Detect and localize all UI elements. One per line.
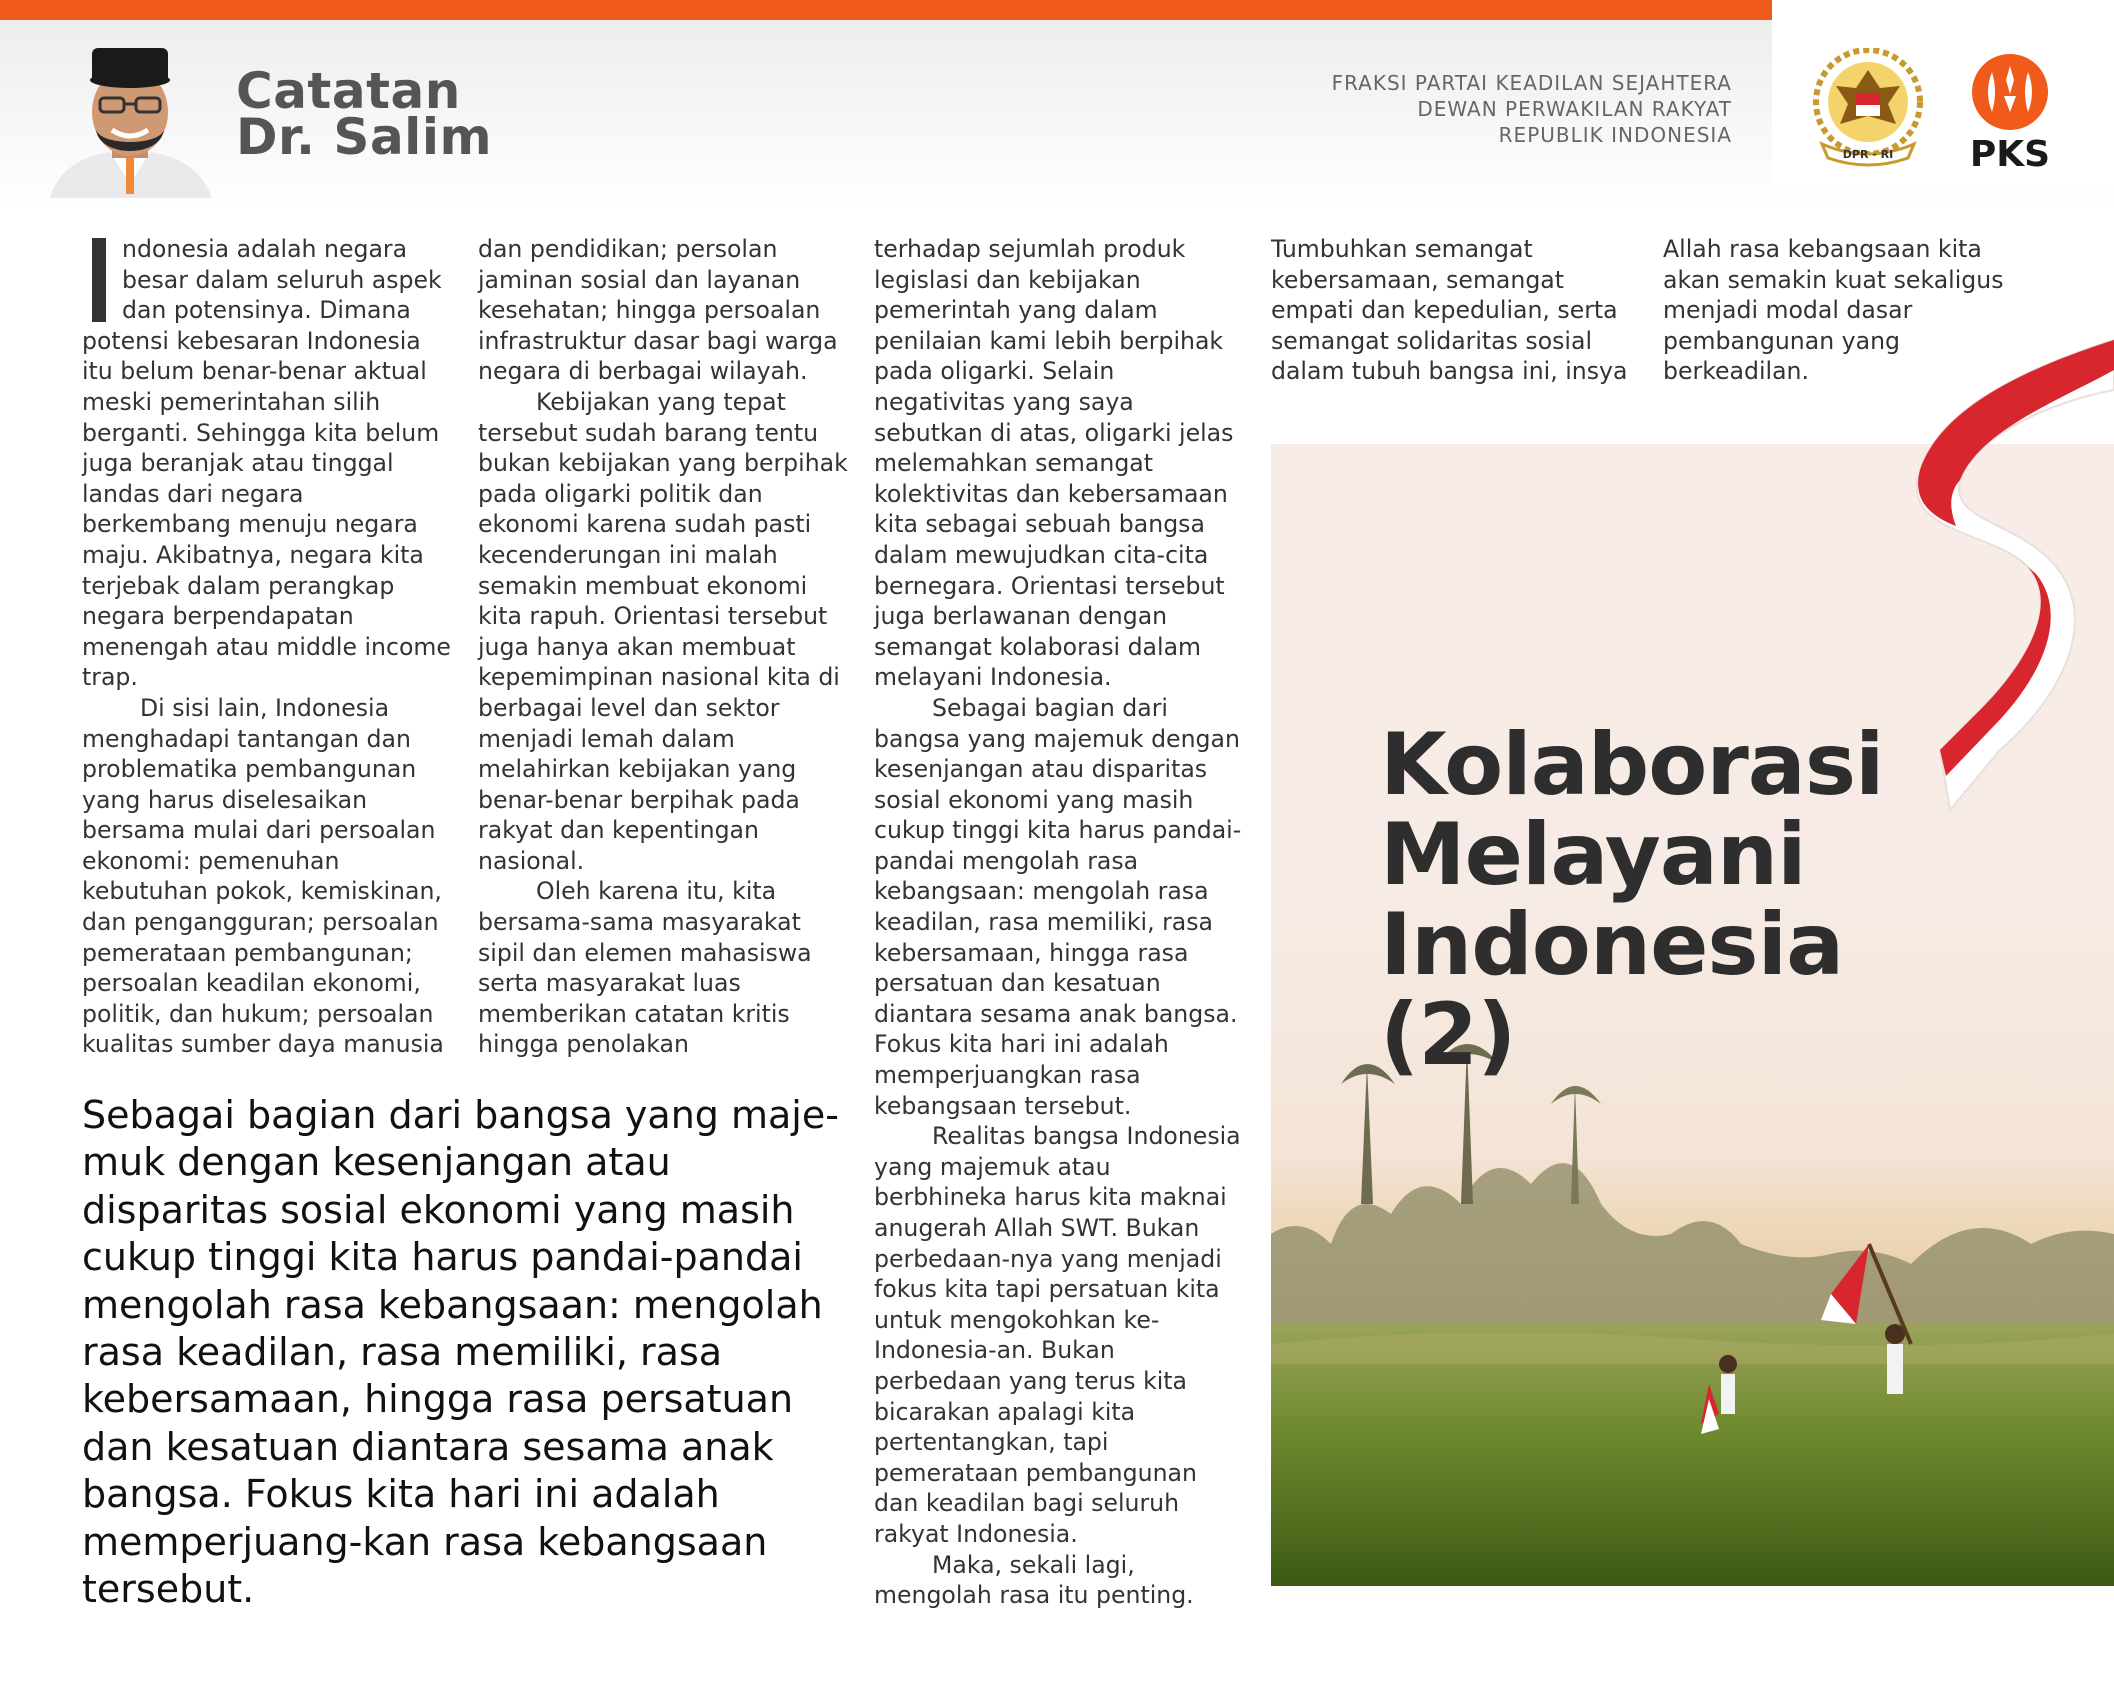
feature-title-line2: Melayani	[1380, 805, 1806, 905]
paragraph	[82, 234, 454, 693]
paragraph: Allah rasa kebangsaan kita akan semakin kuat sekaligus menjadi modal dasar pembangunan yang berkeadilan.	[1663, 235, 2004, 386]
column-title-line2: Dr. Salim	[236, 108, 493, 166]
feature-title-line3: Indonesia	[1380, 895, 1844, 995]
dpr-emblem-label: DPR - RI	[1842, 148, 1894, 161]
org-line2: DEWAN PERWAKILAN RAKYAT	[1417, 97, 1732, 121]
feature-title-line1: Kolaborasi	[1380, 715, 1884, 815]
author-portrait	[40, 34, 220, 198]
paragraph-text: ndonesia adalah negara besar dalam seluruh aspek dan potensinya. Dimana potensi kebesaran Indonesia itu belum benar-benar aktual meski pemerintahan silih berganti. Sehingga kita belum juga beranjak atau tinggal landas dari negara berkembang menuju negara maju. Akibatnya, negara kita terjebak dalam perangkap negara berpendapatan menengah atau middle income trap.	[82, 235, 451, 692]
article-column-3	[874, 234, 1246, 1611]
paragraph: Sebagai bagian dari bangsa yang majemuk dengan kesenjangan atau disparitas sosial ekonomi yang masih cukup tinggi kita harus pandai-pandai mengolah rasa kebangsaan: mengolah rasa keadilan, rasa memiliki, rasa kebersamaan, hingga rasa persatuan dan kesatuan diantara sesama anak bangsa. Fokus kita hari ini adalah memperjuangkan rasa kebangsaan tersebut.	[874, 693, 1242, 1120]
paragraph: Realitas bangsa Indonesia yang majemuk atau berbhineka harus kita maknai anugerah Allah SWT. Bukan perbedaan-nya yang menjadi fokus kita tapi persatuan kita untuk mengokohkan ke-Indonesia-an. Bukan perbedaan yang terus kita bicarakan apalagi kita pertentangkan, tapi pemerataan pembangunan dan keadilan bagi seluruh rakyat Indonesia.	[874, 1122, 1241, 1548]
org-line1: FRAKSI PARTAI KEADILAN SEJAHTERA	[1331, 71, 1732, 95]
article-column-1	[82, 234, 454, 1060]
column-title	[236, 62, 493, 166]
paragraph: terhadap sejumlah produk legislasi dan kebijakan pemerintah yang dalam penilaian kami lebih berpihak pada oligarki. Selain negativitas yang saya sebutkan di atas, oligarki jelas melemahkan semangat kolektivitas dan kebersamaan kita sebagai sebuah bangsa dalam mewujudkan cita-cita bernegara. Orientasi tersebut juga berlawanan dengan semangat kolaborasi dalam melayani Indonesia.	[874, 235, 1234, 692]
pks-label: PKS	[1969, 134, 2051, 175]
feature-title	[1380, 715, 1884, 1085]
paragraph: Maka, sekali lagi, mengolah rasa itu penting.	[874, 1550, 1194, 1610]
paragraph: Kebijakan yang tepat tersebut sudah barang tentu bukan kebijakan yang berpihak pada oligarki politik dan ekonomi karena sudah pasti kecenderungan ini malah semakin membuat ekonomi kita rapuh. Orientasi tersebut juga hanya akan membuat kepemimpinan nasional kita di berbagai level dan sektor menjadi lemah dalam melahirkan kebijakan yang benar-benar berpihak pada rakyat dan kepentingan nasional.	[478, 387, 848, 875]
paragraph: Di sisi lain, Indonesia menghadapi tantangan dan problematika pembangunan yang harus diselesaikan bersama mulai dari persoalan ekonomi: pemenuhan kebutuhan pokok, kemiskinan, dan pengangguran; persoalan pemerataan pembangunan; persoalan keadilan ekonomi, politik, dan hukum; persoalan kualitas sumber daya manusia	[82, 693, 444, 1059]
article-column-4	[1271, 234, 1643, 387]
paragraph: dan pendidikan; persolan jaminan sosial dan layanan kesehatan; hingga persoalan infrastruktur dasar bagi warga negara di berbagai wilayah.	[478, 235, 838, 386]
paragraph: Oleh karena itu, kita bersama-sama masyarakat sipil dan elemen mahasiswa serta masyarakat luas memberikan catatan kritis hingga penolakan	[478, 877, 812, 1059]
top-accent-bar	[0, 0, 1772, 20]
organization-block	[1332, 70, 1732, 148]
column-title-line1: Catatan	[236, 62, 461, 120]
dropcap-mark	[92, 238, 106, 322]
org-line3: REPUBLIK INDONESIA	[1498, 123, 1732, 147]
paragraph: Tumbuhkan semangat kebersamaan, semangat empati dan kepedulian, serta semangat solidaritas sosial dalam tubuh bangsa ini, insya	[1271, 235, 1628, 386]
dpr-emblem-icon	[1808, 48, 1928, 170]
feature-title-line4: (2)	[1380, 985, 1516, 1085]
article-column-2	[478, 234, 850, 1060]
pull-quote: Sebagai bagian dari bangsa yang maje-muk dengan kesenjangan atau disparitas sosial ekonomi yang masih cukup tinggi kita harus pandai-pandai mengolah rasa kebangsaan: mengolah rasa keadilan, rasa memiliki, rasa kebersamaan, hingga rasa persatuan dan kesatuan diantara sesama anak bangsa. Fokus kita hari ini adalah memperjuang-kan rasa kebangsaan tersebut.	[82, 1093, 839, 1612]
